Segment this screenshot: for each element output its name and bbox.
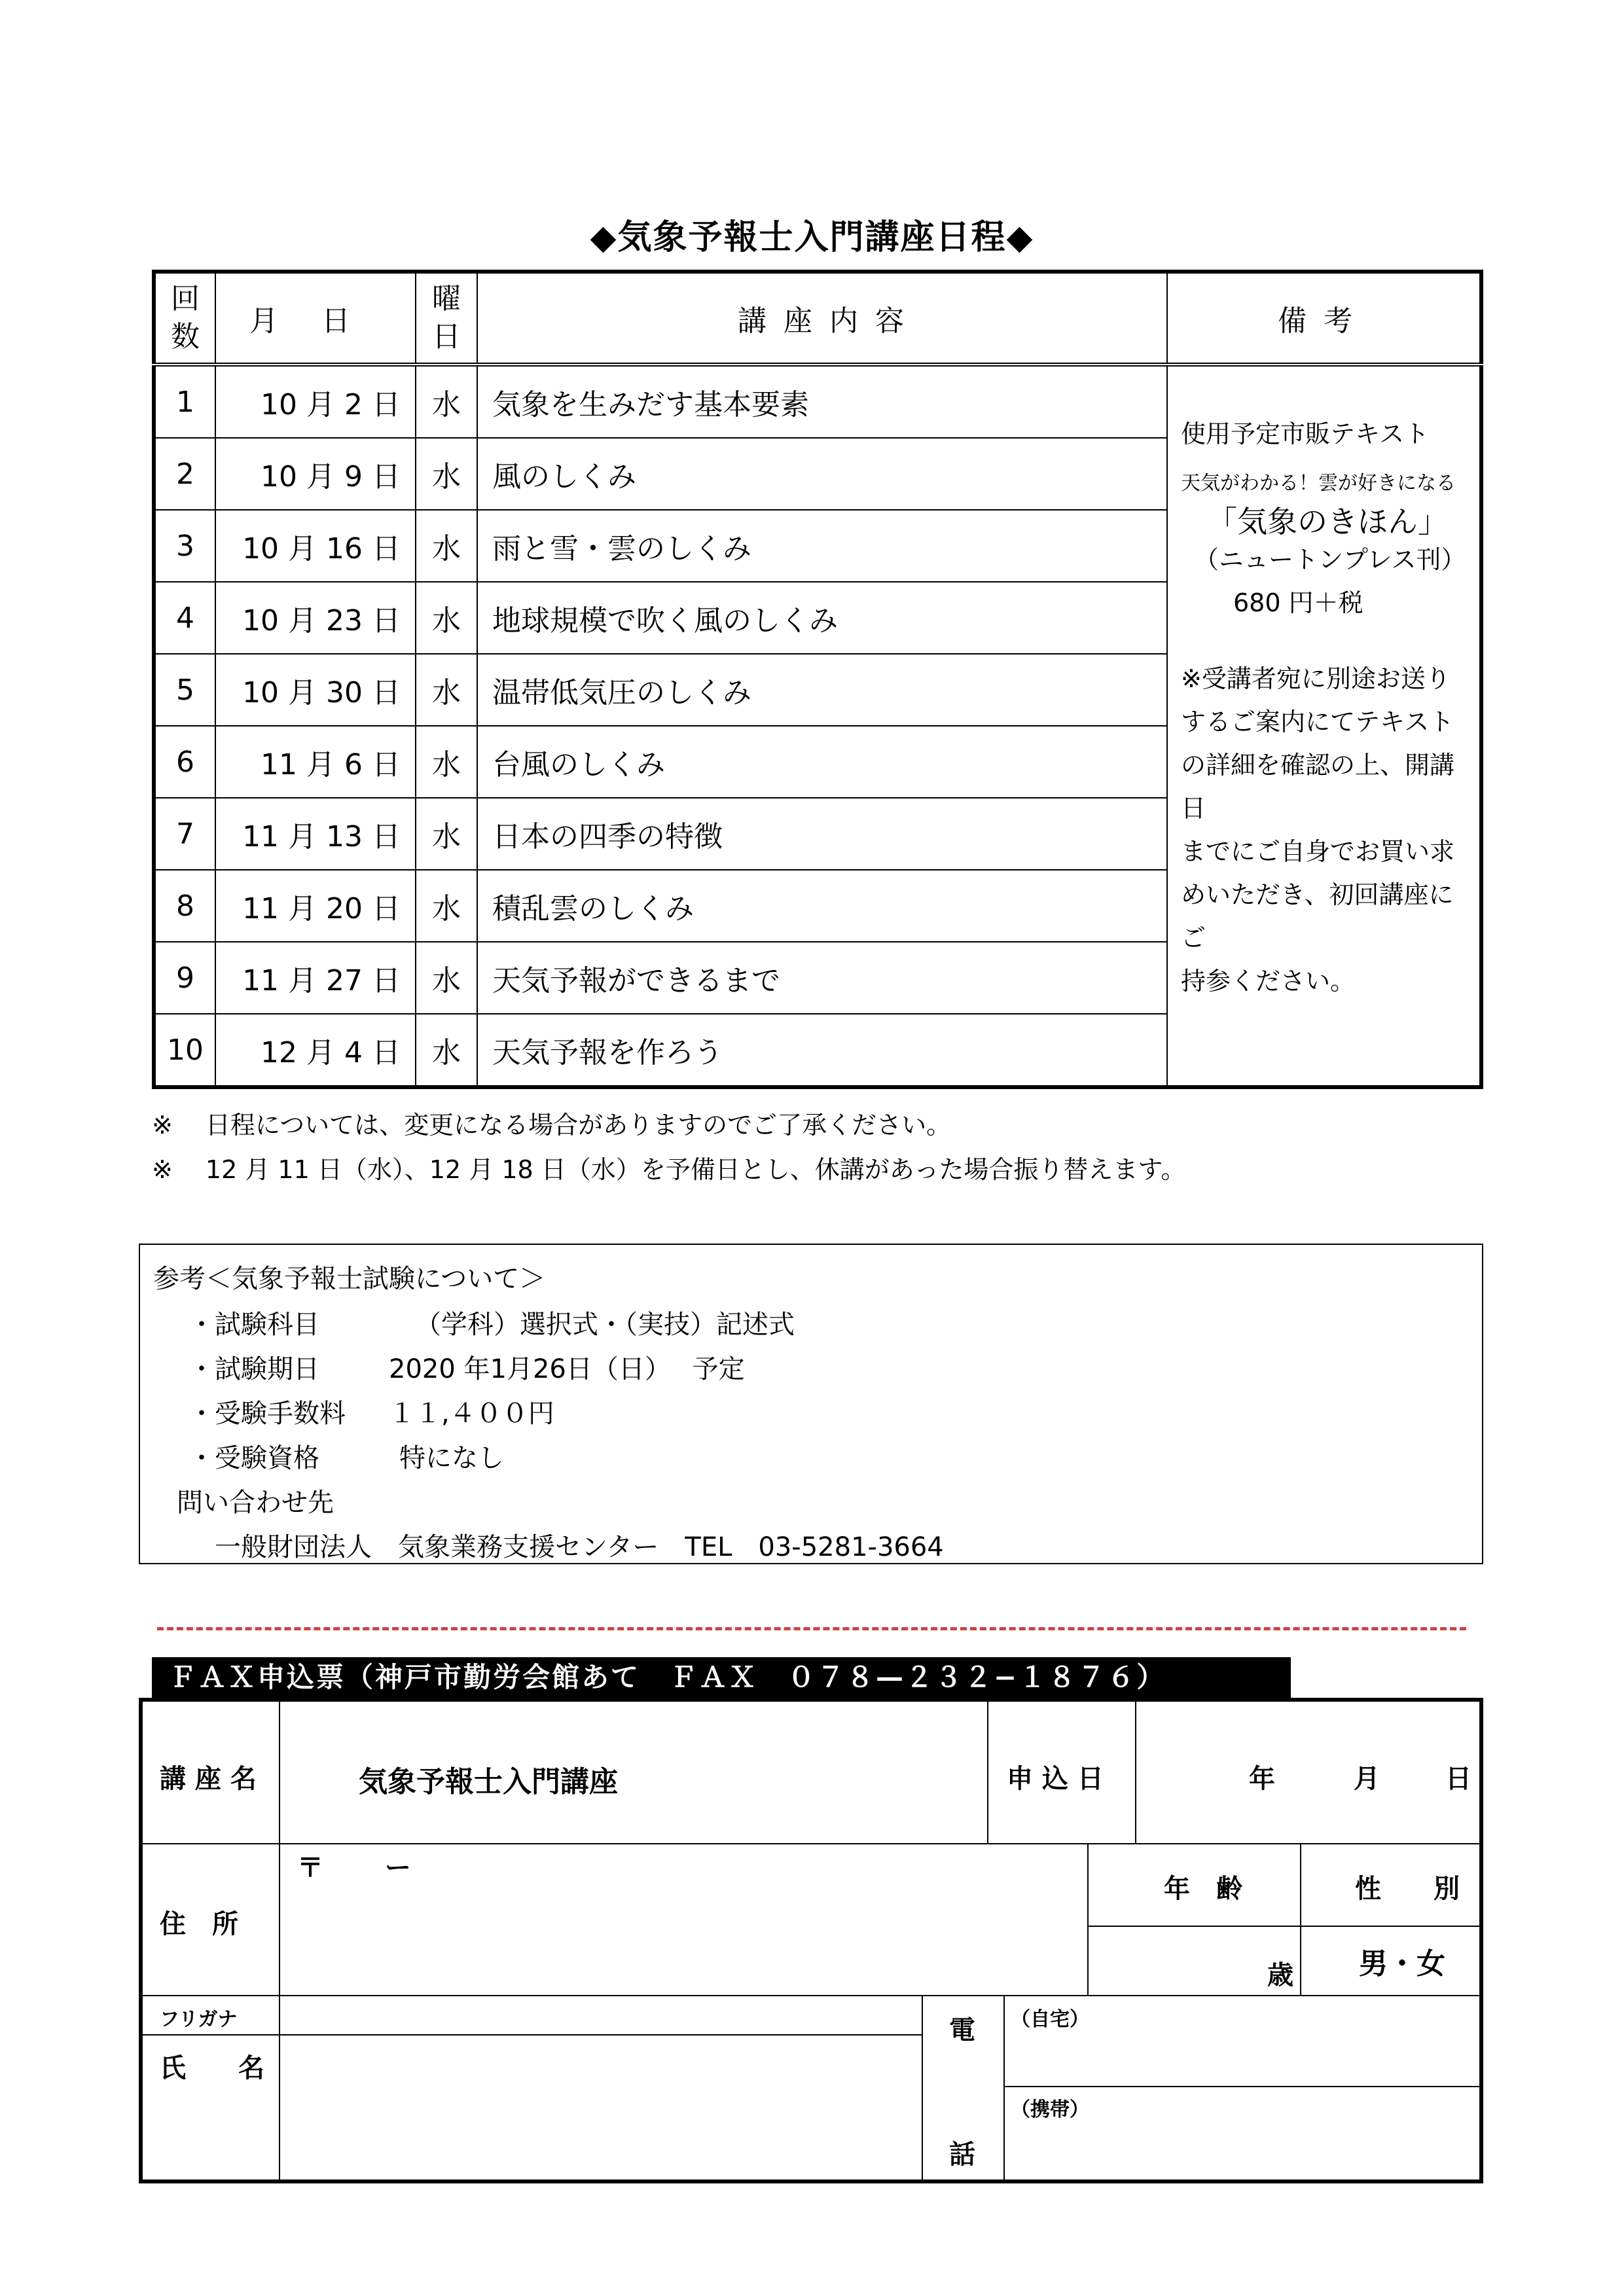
remark-price: 680 円＋税 [1233, 588, 1363, 617]
row-number: 2 [154, 438, 215, 510]
row-number: 6 [154, 726, 215, 798]
reference-heading: 参考＜気象予報士試験について＞ [153, 1264, 546, 1294]
address-label: 住 所 [160, 1909, 238, 1939]
row-date: 10 月 16 日 [215, 510, 416, 582]
header-number: 回 数 [154, 272, 215, 365]
schedule-note-1: ※ 日程については、変更になる場合がありますのでご了承ください。 [152, 1111, 952, 1139]
row-topic: 地球規模で吹く風のしくみ [477, 582, 1167, 654]
row-date: 11 月 20 日 [215, 870, 416, 942]
reference-item-value: １１,４００円 [389, 1399, 554, 1429]
row-topic: 温帯低気圧のしくみ [477, 654, 1167, 726]
row-weekday: 水 [416, 798, 477, 870]
reference-contact-label: 問い合わせ先 [177, 1488, 334, 1518]
row-topic: 気象を生みだす基本要素 [477, 365, 1167, 438]
row-date: 10 月 30 日 [215, 654, 416, 726]
apply-date-month[interactable]: 月 [1354, 1764, 1380, 1794]
row-number: 10 [154, 1014, 215, 1087]
row-date: 11 月 27 日 [215, 942, 416, 1014]
reference-contact: 一般財団法人 気象業務支援センター TEL 03-5281-3664 [215, 1532, 944, 1562]
remark-publisher: （ニュートンプレス刊） [1194, 545, 1466, 574]
home-phone-field[interactable]: （自宅） [1011, 2008, 1089, 2031]
reference-item-label: ・受験資格 [189, 1443, 319, 1473]
row-date: 11 月 6 日 [215, 726, 416, 798]
remark-text-title: 使用予定市販テキスト [1181, 420, 1430, 448]
row-weekday: 水 [416, 438, 477, 510]
row-date: 10 月 9 日 [215, 438, 416, 510]
course-label: 講 座 名 [160, 1764, 257, 1794]
row-topic: 日本の四季の特徴 [477, 798, 1167, 870]
apply-date-label: 申 込 日 [1007, 1764, 1104, 1794]
schedule-note-2: ※ 12 月 11 日（水）、12 月 18 日（水）を予備日とし、休講があった場合振り替えます。 [152, 1155, 1186, 1184]
name-label: 氏 名 [160, 2053, 264, 2083]
fax-application-form [139, 1698, 1483, 2183]
header-date: 月 日 [215, 272, 416, 365]
reference-item-label: ・試験科目 [189, 1310, 319, 1340]
row-number: 4 [154, 582, 215, 654]
table-row [154, 365, 1481, 438]
reference-item-label: ・受験手数料 [189, 1399, 346, 1429]
row-weekday: 水 [416, 582, 477, 654]
cut-line [157, 1627, 1466, 1630]
row-number: 8 [154, 870, 215, 942]
gender-select[interactable]: 男・女 [1359, 1947, 1445, 1981]
schedule-header-row [154, 272, 1481, 365]
reference-item-label: ・試験期日 [189, 1354, 319, 1384]
row-number: 7 [154, 798, 215, 870]
row-number: 1 [154, 365, 215, 438]
apply-date-day[interactable]: 日 [1445, 1764, 1471, 1794]
header-remark: 備考 [1167, 272, 1481, 365]
row-number: 9 [154, 942, 215, 1014]
remark-book-title: 「気象のきほん」 [1207, 504, 1448, 539]
row-date: 12 月 4 日 [215, 1014, 416, 1087]
row-weekday: 水 [416, 870, 477, 942]
reference-item-value: 2020 年1月26日（日） 予定 [389, 1354, 745, 1384]
row-number: 5 [154, 654, 215, 726]
reference-item-value: 特になし [399, 1443, 504, 1473]
remark-note: ※受講者宛に別途お送り するご案内にてテキスト の詳細を確認の上、開講日 までにご自身でお買い求 めいただき、初回講座にご 持参ください。 [1181, 664, 1455, 996]
row-topic: 積乱雲のしくみ [477, 870, 1167, 942]
course-name: 気象予報士入門講座 [359, 1765, 618, 1799]
remark-cell [1167, 365, 1481, 1087]
age-label: 年 齢 [1164, 1874, 1242, 1904]
row-weekday: 水 [416, 510, 477, 582]
schedule-table [152, 270, 1483, 1089]
row-date: 10 月 23 日 [215, 582, 416, 654]
row-topic: 雨と雪・雲のしくみ [477, 510, 1167, 582]
reference-item-value: （学科）選択式・（実技）記述式 [415, 1310, 795, 1340]
phone-label-bottom: 話 [949, 2140, 975, 2170]
remark-subtitle: 天気がわかる！雲が好きになる [1181, 472, 1456, 495]
header-topic: 講座内容 [477, 272, 1167, 365]
row-weekday: 水 [416, 1014, 477, 1087]
row-weekday: 水 [416, 365, 477, 438]
postal-code-field[interactable]: 〒 ー [297, 1853, 411, 1883]
row-weekday: 水 [416, 726, 477, 798]
row-weekday: 水 [416, 942, 477, 1014]
page-title: ◆気象予報士入門講座日程◆ [590, 218, 1034, 257]
furigana-label: フリガナ [160, 2008, 238, 2031]
row-topic: 天気予報を作ろう [477, 1014, 1167, 1087]
exam-reference-box [139, 1244, 1483, 1564]
age-unit: 歳 [1267, 1960, 1293, 1990]
row-weekday: 水 [416, 654, 477, 726]
fax-form-header: ＦＡＸ申込票（神戸市勤労会館あて ＦＡＸ ０７８—２３２−１８７６） [152, 1657, 1291, 1698]
row-number: 3 [154, 510, 215, 582]
mobile-phone-field[interactable]: （携帯） [1011, 2098, 1089, 2121]
phone-label-top: 電 [949, 2015, 975, 2045]
gender-label: 性 別 [1355, 1874, 1460, 1904]
apply-date-year[interactable]: 年 [1249, 1764, 1275, 1794]
row-date: 11 月 13 日 [215, 798, 416, 870]
header-weekday: 曜 日 [416, 272, 477, 365]
row-date: 10 月 2 日 [215, 365, 416, 438]
row-topic: 台風のしくみ [477, 726, 1167, 798]
row-topic: 風のしくみ [477, 438, 1167, 510]
row-topic: 天気予報ができるまで [477, 942, 1167, 1014]
